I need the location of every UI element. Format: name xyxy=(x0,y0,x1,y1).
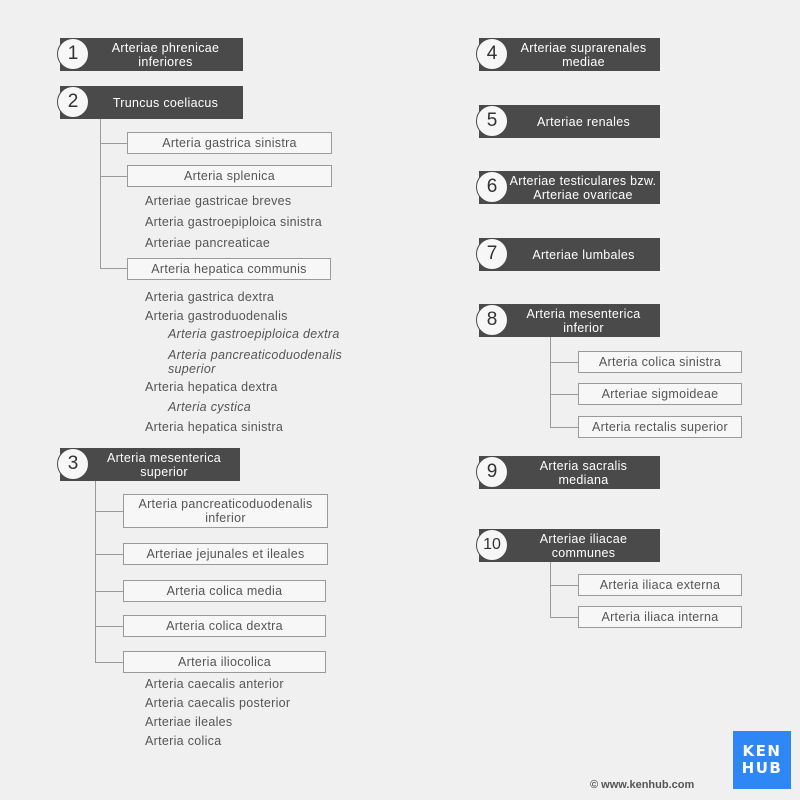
node-label: Arteria mesenterica superior xyxy=(106,450,222,479)
node-label: Arteriae suprarenales mediae xyxy=(520,40,647,69)
connector-line xyxy=(95,662,123,663)
number-badge-4: 4 xyxy=(476,38,508,70)
connector-line xyxy=(550,362,578,363)
label-arteria-gastrica-dextra: Arteria gastrica dextra xyxy=(145,290,275,304)
box-arteria-colica-sinistra: Arteria colica sinistra xyxy=(578,351,742,373)
number-badge-9: 9 xyxy=(476,456,508,488)
box-arteria-pancreaticoduodenalis-inferior: Arteria pancreaticoduodenalis inferior xyxy=(123,494,328,528)
box-arteria-gastrica-sinistra: Arteria gastrica sinistra xyxy=(127,132,332,154)
number-badge-3: 3 xyxy=(57,448,89,480)
connector-line xyxy=(100,119,101,269)
label-arteria-caecalis-anterior: Arteria caecalis anterior xyxy=(145,677,284,691)
connector-line xyxy=(100,143,127,144)
label-arteriae-ileales: Arteriae ileales xyxy=(145,715,233,729)
connector-line xyxy=(550,394,578,395)
box-arteria-hepatica-communis: Arteria hepatica communis xyxy=(127,258,331,280)
label-arteria-gastroepiploica-dextra: Arteria gastroepiploica dextra xyxy=(168,327,340,341)
box-arteria-iliaca-externa: Arteria iliaca externa xyxy=(578,574,742,596)
number-badge-6: 6 xyxy=(476,171,508,203)
logo-line-2: HUB xyxy=(741,759,783,777)
label-arteriae-pancreaticae: Arteriae pancreaticae xyxy=(145,236,271,250)
node-label: Arteriae lumbales xyxy=(532,247,635,262)
label-arteria-pancreaticoduodenalis-superior: Arteria pancreaticoduodenalis superior xyxy=(168,348,343,376)
node-label: Arteria sacralis mediana xyxy=(539,458,628,487)
connector-line xyxy=(100,268,127,269)
number-badge-8: 8 xyxy=(476,304,508,336)
node-label: Arteriae phrenicae inferiores xyxy=(111,40,220,69)
label-arteria-gastroduodenalis: Arteria gastroduodenalis xyxy=(145,309,288,323)
number-badge-7: 7 xyxy=(476,238,508,270)
node-label: Arteriae testiculares bzw. Arteriae ovaricae xyxy=(509,173,657,202)
connector-line xyxy=(550,337,551,428)
number-badge-5: 5 xyxy=(476,105,508,137)
connector-line xyxy=(95,591,123,592)
connector-line xyxy=(550,562,551,618)
node-label: Arteria mesenterica inferior xyxy=(526,306,641,335)
number-badge-1: 1 xyxy=(57,38,89,70)
label-arteria-hepatica-sinistra: Arteria hepatica sinistra xyxy=(145,420,284,434)
label-arteria-gastroepiploica-sinistra: Arteria gastroepiploica sinistra xyxy=(145,215,323,229)
box-arteria-colica-media: Arteria colica media xyxy=(123,580,326,602)
connector-line xyxy=(95,511,123,512)
connector-line xyxy=(550,427,578,428)
connector-line xyxy=(100,176,127,177)
box-arteria-iliocolica: Arteria iliocolica xyxy=(123,651,326,673)
copyright-text: © www.kenhub.com xyxy=(590,779,695,791)
node-label: Arteriae renales xyxy=(536,114,631,129)
label-arteriae-gastricae-breves: Arteriae gastricae breves xyxy=(145,194,292,208)
label-arteria-hepatica-dextra: Arteria hepatica dextra xyxy=(145,380,278,394)
label-arteria-colica: Arteria colica xyxy=(145,734,222,748)
kenhub-logo xyxy=(733,731,791,789)
box-arteriae-sigmoideae: Arteriae sigmoideae xyxy=(578,383,742,405)
label-arteria-cystica: Arteria cystica xyxy=(168,400,251,414)
connector-line xyxy=(95,626,123,627)
logo-line-1: KEN xyxy=(742,742,782,760)
number-badge-2: 2 xyxy=(57,86,89,118)
node-label: Truncus coeliacus xyxy=(112,95,219,110)
box-arteriae-jejunales-et-ileales: Arteriae jejunales et ileales xyxy=(123,543,328,565)
number-badge-10: 10 xyxy=(476,529,508,561)
box-arteria-colica-dextra: Arteria colica dextra xyxy=(123,615,326,637)
connector-line xyxy=(550,585,578,586)
connector-line xyxy=(550,617,578,618)
node-label: Arteriae iliacae communes xyxy=(539,531,628,560)
box-arteria-iliaca-interna: Arteria iliaca interna xyxy=(578,606,742,628)
connector-line xyxy=(95,554,123,555)
connector-line xyxy=(95,481,96,662)
box-arteria-splenica: Arteria splenica xyxy=(127,165,332,187)
label-arteria-caecalis-posterior: Arteria caecalis posterior xyxy=(145,696,291,710)
box-arteria-rectalis-superior: Arteria rectalis superior xyxy=(578,416,742,438)
